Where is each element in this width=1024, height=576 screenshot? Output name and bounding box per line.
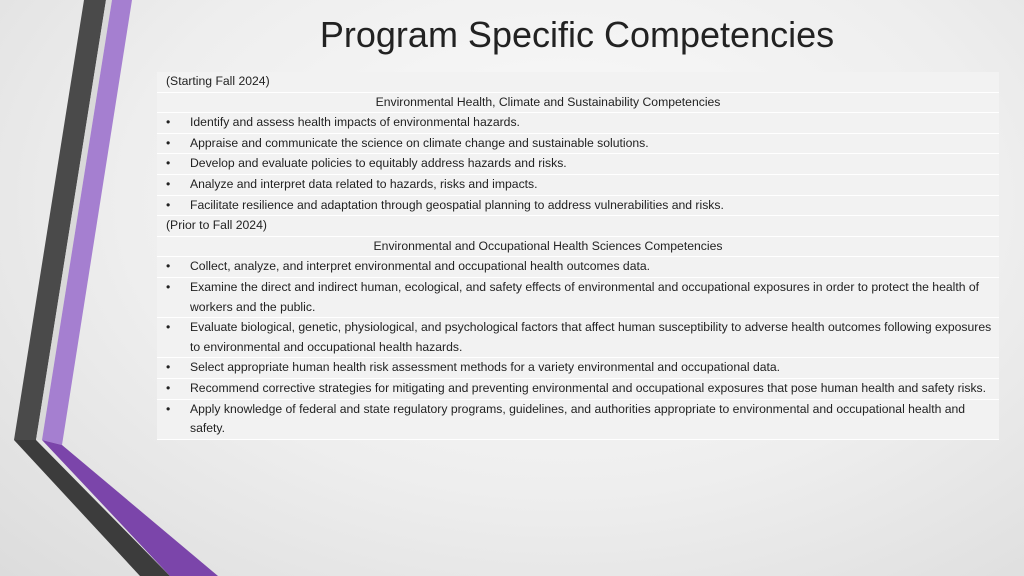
list-item: • Facilitate resilience and adaptation through geospatial planning to address vulnerabilities and risks. (157, 196, 999, 217)
bullet-icon: • (166, 197, 171, 212)
bullet-icon: • (166, 259, 171, 274)
bullet-icon: • (166, 380, 171, 395)
list-item: • Appraise and communicate the science on climate change and sustainable solutions. (157, 134, 999, 155)
bullet-icon: • (166, 115, 171, 130)
current-section-label: (Starting Fall 2024) (157, 72, 999, 93)
list-item: • Evaluate biological, genetic, physiological, and psychological factors that affect human susceptibility to adverse health outcomes following exposures to environmental and occupational health hazards. (157, 318, 999, 358)
bullet-icon: • (166, 176, 171, 191)
list-item: • Collect, analyze, and interpret environmental and occupational health outcomes data. (157, 257, 999, 278)
list-item: • Identify and assess health impacts of environmental hazards. (157, 113, 999, 134)
bullet-icon: • (166, 320, 171, 335)
list-item: • Recommend corrective strategies for mitigating and preventing environmental and occupational exposures that pose human health and safety risks. (157, 379, 999, 400)
list-item: • Select appropriate human health risk assessment methods for a variety environmental and occupational data. (157, 358, 999, 379)
list-item: • Develop and evaluate policies to equitably address hazards and risks. (157, 154, 999, 175)
list-item: • Analyze and interpret data related to hazards, risks and impacts. (157, 175, 999, 196)
lower-dark-stripe (14, 440, 170, 576)
slide-title: Program Specific Competencies (319, 14, 835, 55)
list-item: • Examine the direct and indirect human, ecological, and safety effects of environmental and occupational exposures in order to protect the health of workers and the public. (157, 278, 999, 318)
bullet-icon: • (166, 156, 171, 171)
prior-competencies-heading: Environmental and Occupational Health Sciences Competencies (157, 237, 999, 258)
prior-section-label: (Prior to Fall 2024) (157, 216, 999, 237)
competencies-table (157, 72, 999, 440)
list-item: • Apply knowledge of federal and state regulatory programs, guidelines, and authorities appropriate to environmental and occupational health and safety. (157, 400, 999, 440)
bullet-icon: • (166, 360, 171, 375)
bullet-icon: • (166, 135, 171, 150)
bullet-icon: • (166, 279, 171, 294)
current-competencies-heading: Environmental Health, Climate and Sustainability Competencies (157, 93, 999, 114)
bullet-icon: • (166, 401, 171, 416)
